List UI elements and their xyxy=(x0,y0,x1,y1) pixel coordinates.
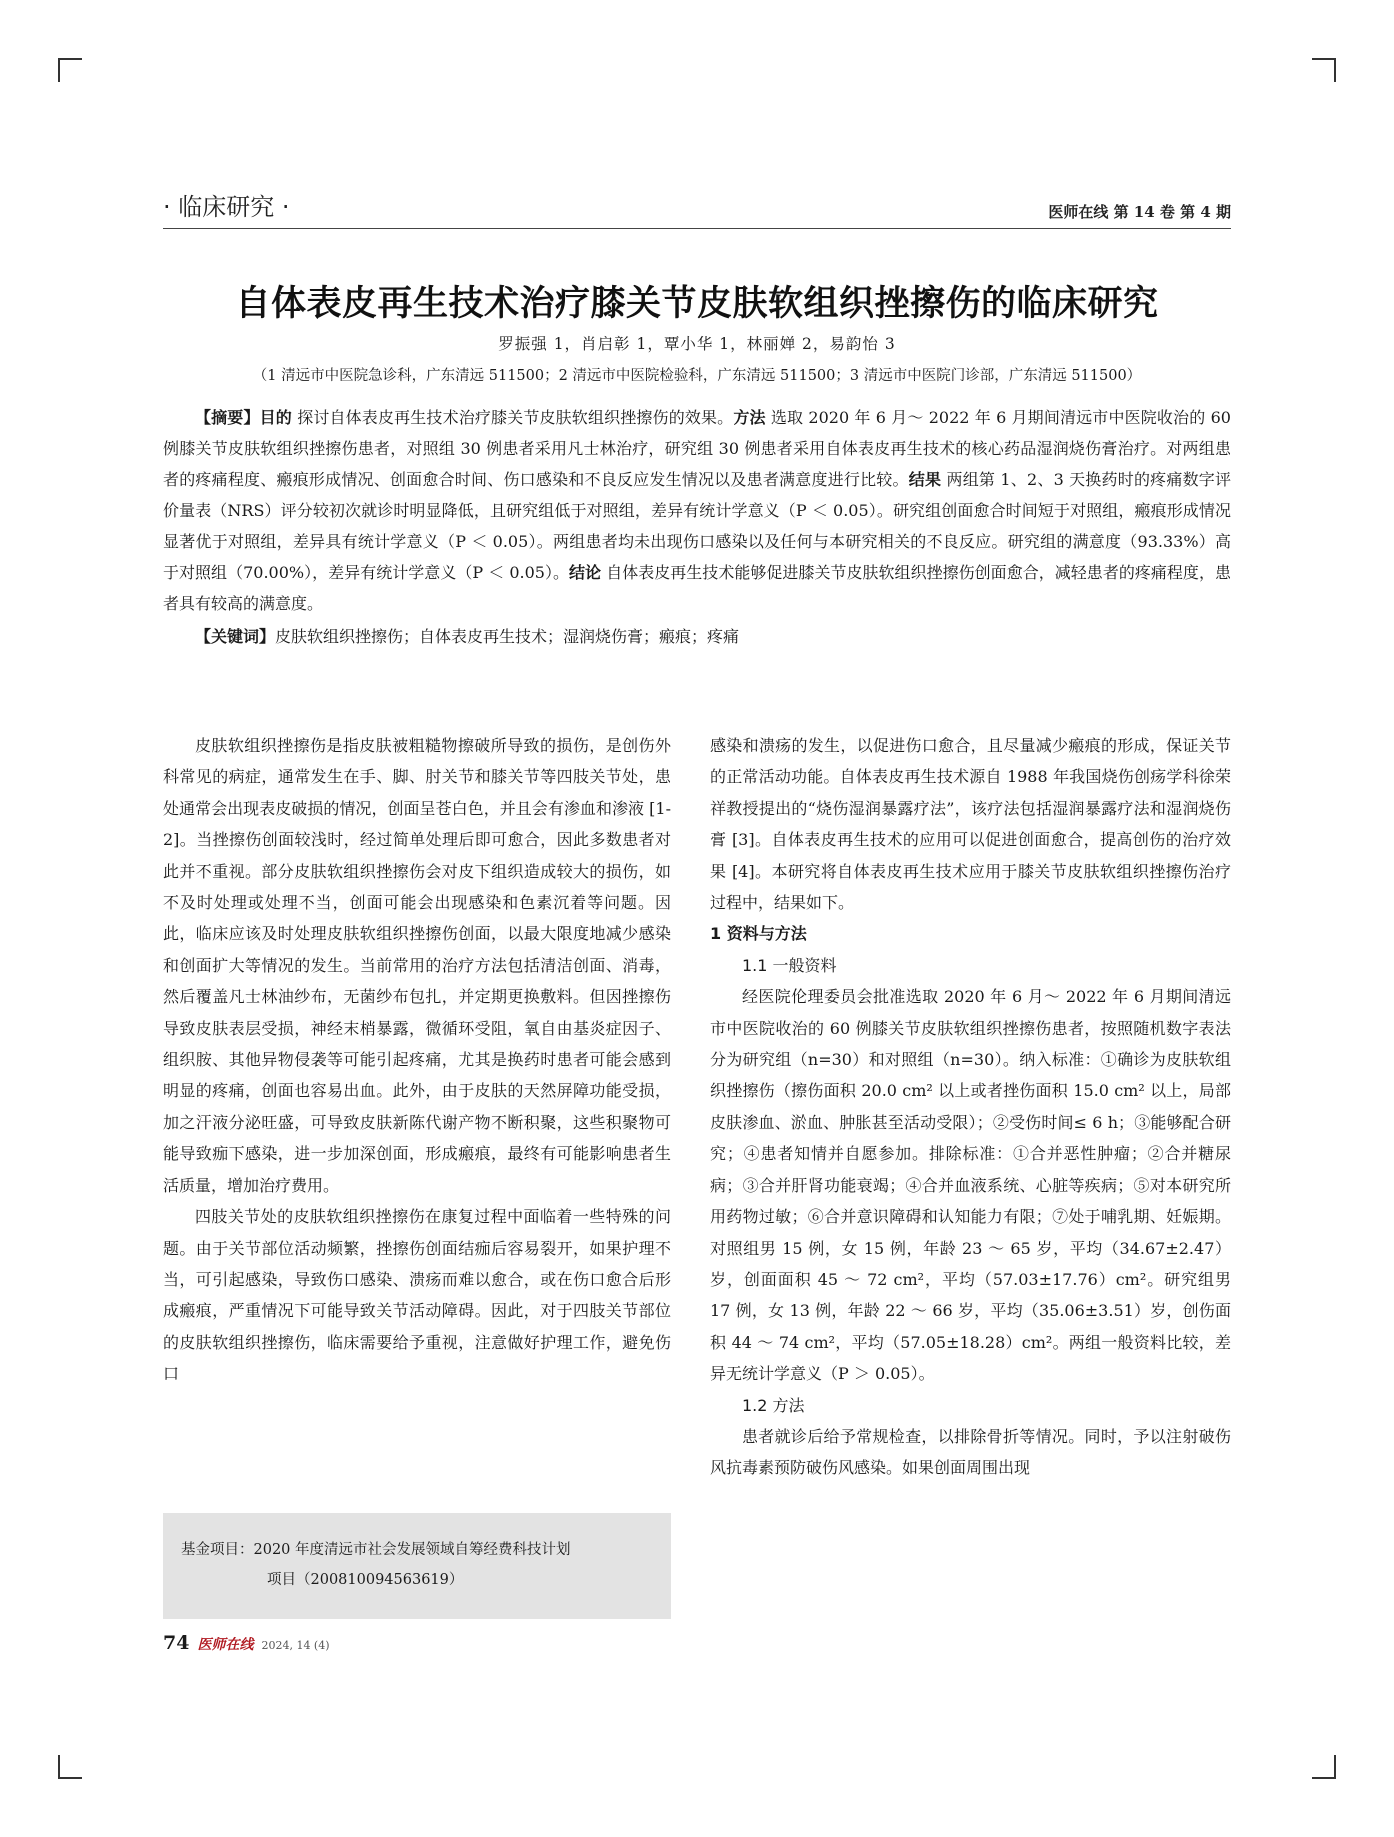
result-text: 两组第 1、2、3 天换药时的疼痛数字评价量表（NRS）评分较初次就诊时明显降低，且研究组低于对照组，差异有统计学意义（P ＜ 0.05）。研究组创面愈合时间短于对照组，瘢痕形成情况显著优于对照组，差异具有统计学意义（P ＜ 0.05）。两组患者均未出现伤口感染以及任何与本研究相关的不良反应。研究组的满意度（93.33%）高于对照组（70.00%），差异有统计学意义（P ＜ 0.05）。 xyxy=(163,470,1231,582)
crop-mark-bottom-right xyxy=(1312,1755,1336,1779)
funding-line-1: 基金项目：2020 年度清远市社会发展领域自筹经费科技计划 xyxy=(181,1542,571,1558)
running-header xyxy=(163,186,1231,229)
article-authors: 罗振强 1，肖启彰 1，覃小华 1，林丽婵 2，易韵怡 3 xyxy=(498,335,896,353)
body-column-left xyxy=(163,730,671,1390)
crop-mark-top-left xyxy=(58,58,82,82)
result-label: 结果 xyxy=(908,470,942,489)
funding-line-2: 项目（200810094563619） xyxy=(267,1572,464,1588)
intro-paragraph-continued: 感染和溃疡的发生，以促进伤口愈合，且尽量减少瘢痕的形成，保证关节的正常活动功能。自体表皮再生技术源自 1988 年我国烧伤创疡学科徐荣祥教授提出的“烧伤湿润暴露疗法”，该疗法包括湿润暴露疗法和湿润烧伤膏 [3]。自体表皮再生技术的应用可以促进创面愈合，提高创伤的治疗效果 [4]。本研究将自体表皮再生技术应用于膝关节皮肤软组织挫擦伤治疗过程中，结果如下。 xyxy=(710,736,1231,913)
body-column-right xyxy=(710,730,1231,1484)
methods-paragraph: 患者就诊后给予常规检查，以排除骨折等情况。同时，予以注射破伤风抗毒素预防破伤风感染。如果创面周围出现 xyxy=(710,1426,1231,1478)
method-label: 方法 xyxy=(733,408,766,427)
crop-mark-top-right xyxy=(1312,58,1336,82)
footer-issue: 2024, 14 (4) xyxy=(261,1639,330,1652)
intro-paragraph-1: 皮肤软组织挫擦伤是指皮肤被粗糙物擦破所导致的损伤，是创伤外科常见的病症，通常发生在手、脚、肘关节和膝关节等四肢关节处，患处通常会出现表皮破损的情况，创面呈苍白色，并且会有渗血和渗液 [1-2]。当挫擦伤创面较浅时，经过简单处理后即可愈合，因此多数患者对此并不重视。部分皮肤软组织挫擦伤会对皮下组织造成较大的损伤，如不及时处理或处理不当，创面可能会出现感染和色素沉着等问题。因此，临床应该及时处理皮肤软组织挫擦伤创面，以最大限度地减少感染和创面扩大等情况的发生。当前常用的治疗方法包括清洁创面、消毒，然后覆盖凡士林油纱布，无菌纱布包扎，并定期更换敷料。但因挫擦伤导致皮肤表层受损，神经末梢暴露，微循环受阻，氧自由基炎症因子、组织胺、其他异物侵袭等可能引起疼痛，尤其是换药时患者可能会感到明显的疼痛，创面也容易出血。此外，由于皮肤的天然屏障功能受损，加之汗液分泌旺盛，可导致皮肤新陈代谢产物不断积聚，这些积聚物可能导致痂下感染，进一步加深创面，形成瘢痕，最终有可能影响患者生活质量，增加治疗费用。 xyxy=(163,736,671,1195)
crop-mark-bottom-left xyxy=(58,1755,82,1779)
author-affiliations: （1 清远市中医院急诊科，广东清远 511500；2 清远市中医院检验科，广东清远 511500；3 清远市中医院门诊部，广东清远 511500） xyxy=(252,368,1142,384)
conclusion-label: 结论 xyxy=(569,563,602,582)
conclusion-text: 自体表皮再生技术能够促进膝关节皮肤软组织挫擦伤创面愈合，减轻患者的疼痛程度，患者具有较高的满意度。 xyxy=(163,563,1231,613)
abstract-label: 【摘要】 xyxy=(195,408,260,427)
abstract xyxy=(163,402,1231,652)
intro-paragraph-2: 四肢关节处的皮肤软组织挫擦伤在康复过程中面临着一些特殊的问题。由于关节部位活动频繁，挫擦伤创面结痂后容易裂开，如果护理不当，可引起感染，导致伤口感染、溃疡而难以愈合，或在伤口愈合后形成瘢痕，严重情况下可能导致关节活动障碍。因此，对于四肢关节部位的皮肤软组织挫擦伤，临床需要给予重视，注意做好护理工作，避免伤口 xyxy=(163,1207,671,1384)
funding-note xyxy=(163,1513,671,1619)
purpose-text: 探讨自体表皮再生技术治疗膝关节皮肤软组织挫擦伤的效果。 xyxy=(297,408,734,427)
keywords xyxy=(163,621,1231,652)
general-data-paragraph: 经医院伦理委员会批准选取 2020 年 6 月～ 2022 年 6 月期间清远市中医院收治的 60 例膝关节皮肤软组织挫擦伤患者，按照随机数字表法分为研究组（n=30）和对照组（n=30）。纳入标准：①确诊为皮肤软组织挫擦伤（擦伤面积 20.0 cm² 以上或者挫伤面积 15.0 cm² 以上，局部皮肤渗血、淤血、肿胀甚至活动受限）；②受伤时间≤ 6 h；③能够配合研究；④患者知情并自愿参加。排除标准：①合并恶性肿瘤；②合并糖尿病；③合并肝肾功能衰竭；④合并血液系统、心脏等疾病；⑤对本研究所用药物过敏；⑥合并意识障碍和认知能力有限；⑦处于哺乳期、妊娠期。对照组男 15 例，女 15 例，年龄 23 ～ 65 岁，平均（34.67±2.47）岁，创面面积 45 ～ 72 cm²，平均（57.03±17.76）cm²。研究组男 17 例，女 13 例，年龄 22 ～ 66 岁，平均（35.06±3.51）岁，创伤面积 44 ～ 74 cm²，平均（57.05±18.28）cm²。两组一般资料比较，差异无统计学意义（P ＞ 0.05）。 xyxy=(710,987,1231,1384)
journal-logo: 医师在线 xyxy=(197,1637,254,1653)
page-number: 74 xyxy=(163,1632,190,1654)
method-text: 选取 2020 年 6 月～ 2022 年 6 月期间清远市中医院收治的 60 例膝关节皮肤软组织挫擦伤患者，对照组 30 例患者采用凡士林治疗，研究组 30 例患者采用自体表皮再生技术的核心药品湿润烧伤膏治疗。对两组患者的疼痛程度、瘢痕形成情况、创面愈合时间、伤口感染和不良反应发生情况以及患者满意度进行比较。 xyxy=(163,408,1231,489)
subsection-heading-methods: 1.2 方法 xyxy=(742,1395,805,1415)
subsection-heading-general-data: 1.1 一般资料 xyxy=(742,955,837,975)
journal-issue-info: 医师在线 第 14 卷 第 4 期 xyxy=(1048,203,1231,221)
keywords-label: 【关键词】 xyxy=(195,627,276,646)
article-title: 自体表皮再生技术治疗膝关节皮肤软组织挫擦伤的临床研究 xyxy=(235,284,1159,324)
page-footer xyxy=(163,1632,330,1654)
abstract-body xyxy=(163,402,1231,619)
section-heading-materials-methods: 1 资料与方法 xyxy=(710,924,807,944)
keywords-text: 皮肤软组织挫擦伤；自体表皮再生技术；湿润烧伤膏；瘢痕；疼痛 xyxy=(275,627,740,646)
section-label: · 临床研究 · xyxy=(163,193,290,221)
purpose-label: 目的 xyxy=(259,408,292,427)
